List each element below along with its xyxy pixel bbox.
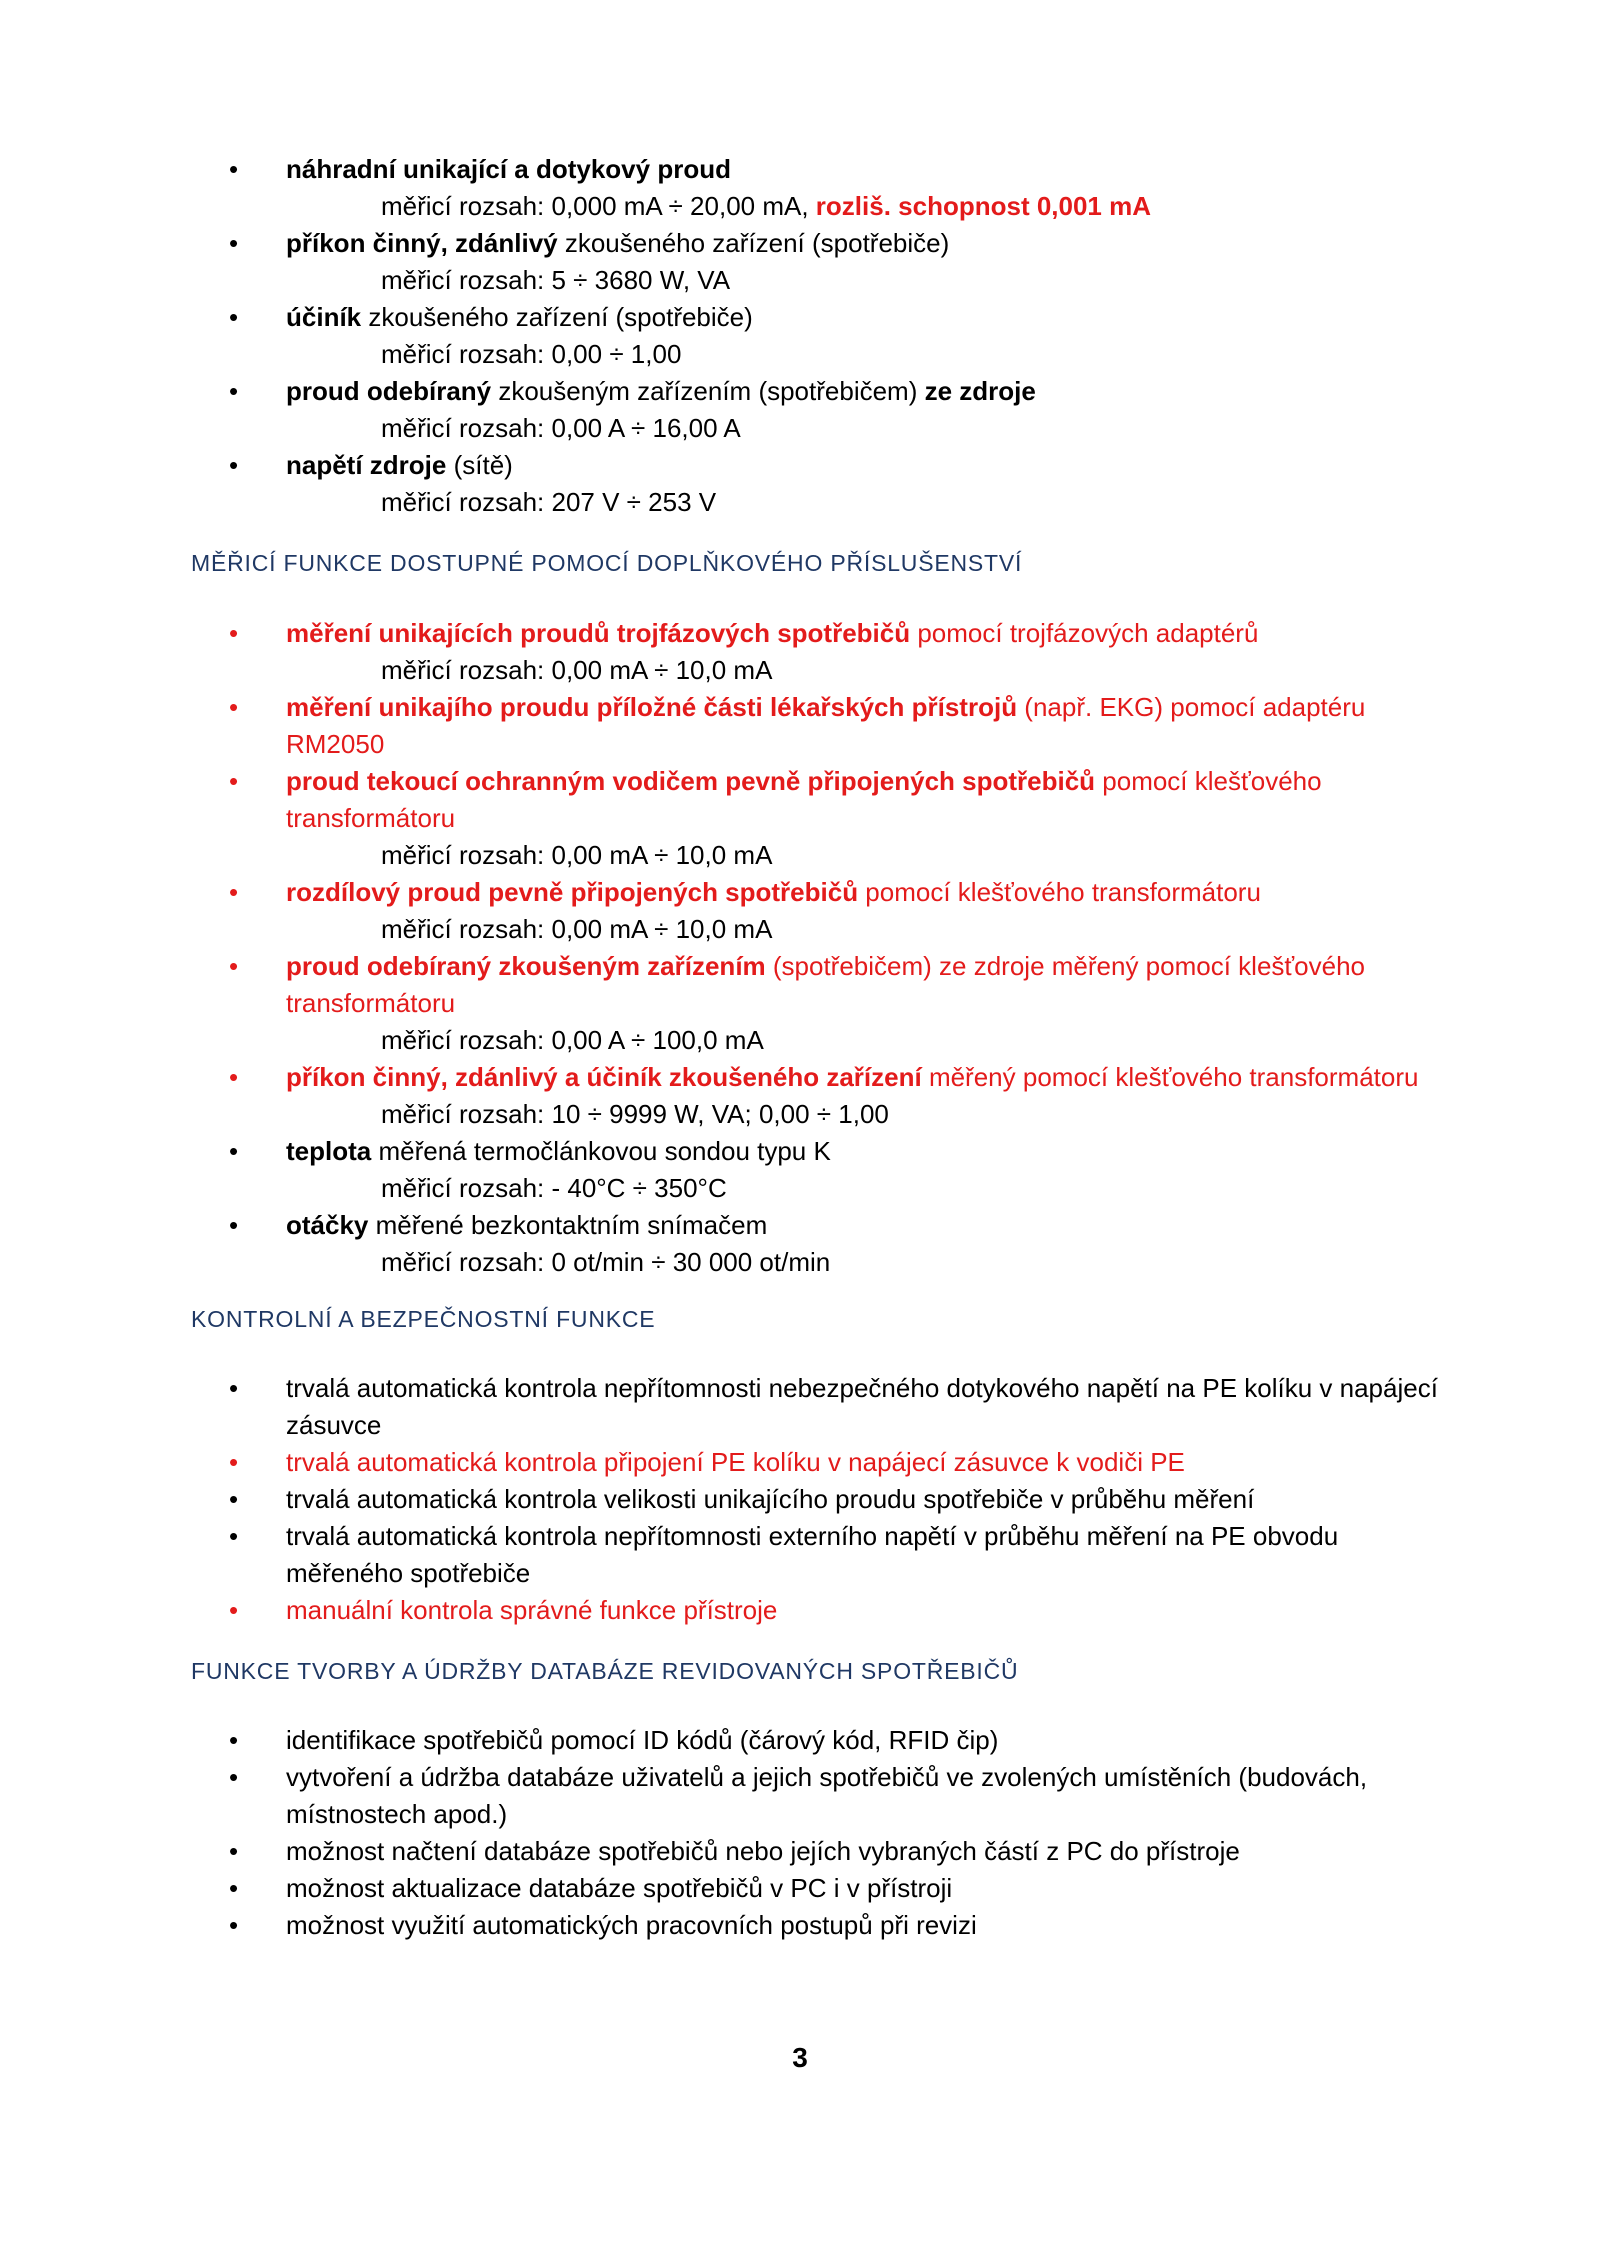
item-title xyxy=(0,447,1600,484)
list-item xyxy=(0,1518,1600,1592)
item-range xyxy=(0,188,1600,225)
text-run: vytvoření a údržba databáze uživatelů a jejich spotřebičů ve zvolených umístěních (budovách, místnostech apod.) xyxy=(286,1762,1368,1829)
list-item xyxy=(0,299,1600,373)
item-title xyxy=(0,1481,1600,1518)
text-run: zkoušeného zařízení (spotřebiče) xyxy=(361,302,753,332)
bold-text: měření unikajího proudu příložné části lékařských přístrojů xyxy=(286,692,1018,722)
bold-text: rozliš. schopnost 0,001 mA xyxy=(815,191,1152,221)
item-title xyxy=(0,1907,1600,1944)
item-range xyxy=(0,652,1600,689)
item-range xyxy=(0,1022,1600,1059)
list-item xyxy=(0,1592,1600,1629)
text-run: identifikace spotřebičů pomocí ID kódů (čárový kód, RFID čip) xyxy=(286,1725,999,1755)
text-run: měřicí rozsah: 10 ÷ 9999 W, VA; 0,00 ÷ 1,00 xyxy=(381,1099,889,1129)
item-title xyxy=(0,1722,1600,1759)
list-item xyxy=(0,373,1600,447)
text-run: měřicí rozsah: 0,00 ÷ 1,00 xyxy=(381,339,682,369)
bold-text: měření unikajících proudů trojfázových spotřebičů xyxy=(286,618,911,648)
item-range xyxy=(0,837,1600,874)
text-run: zkoušeným zařízením (spotřebičem) xyxy=(491,376,925,406)
item-title xyxy=(0,299,1600,336)
text-run: trvalá automatická kontrola nepřítomnosti externího napětí v průběhu měření na PE obvodu měřeného spotřebiče xyxy=(286,1521,1339,1588)
text-run: (sítě) xyxy=(446,450,513,480)
bold-text: náhradní unikající a dotykový proud xyxy=(286,154,731,184)
list-item xyxy=(0,1722,1600,1759)
item-title xyxy=(0,1207,1600,1244)
bold-text: proud odebíraný xyxy=(286,376,492,406)
list-item xyxy=(0,1059,1600,1133)
text-run: měřený pomocí klešťového transformátoru xyxy=(921,1062,1419,1092)
item-title xyxy=(0,874,1600,911)
list-item xyxy=(0,1207,1600,1281)
list-item xyxy=(0,225,1600,299)
item-title xyxy=(0,763,1600,837)
bold-text: napětí zdroje xyxy=(286,450,447,480)
text-run: pomocí trojfázových adaptérů xyxy=(910,618,1259,648)
bold-text: ze zdroje xyxy=(924,376,1036,406)
text-run: měřicí rozsah: 0,00 mA ÷ 10,0 mA xyxy=(381,655,773,685)
item-title xyxy=(0,373,1600,410)
text-run: trvalá automatická kontrola nepřítomnosti nebezpečného dotykového napětí na PE kolíku v napájecí zásuvce xyxy=(286,1373,1438,1440)
text-run: měřicí rozsah: 207 V ÷ 253 V xyxy=(381,487,717,517)
section-heading-safety: KONTROLNÍ A BEZPEČNOSTNÍ FUNKCE xyxy=(191,1306,656,1332)
bold-text: otáčky xyxy=(286,1210,369,1240)
item-range xyxy=(0,410,1600,447)
list-item xyxy=(0,1833,1600,1870)
bold-text: proud tekoucí ochranným vodičem pevně připojených spotřebičů xyxy=(286,766,1096,796)
text-run: trvalá automatická kontrola velikosti unikajícího proudu spotřebiče v průběhu měření xyxy=(286,1484,1255,1514)
item-title xyxy=(0,151,1600,188)
list-item xyxy=(0,615,1600,689)
item-title xyxy=(0,615,1600,652)
list-item xyxy=(0,1444,1600,1481)
item-title xyxy=(0,689,1600,763)
page-number: 3 xyxy=(792,2042,808,2073)
text-run: měřená termočlánkovou sondou typu K xyxy=(371,1136,831,1166)
list-item xyxy=(0,1870,1600,1907)
item-title xyxy=(0,1518,1600,1592)
item-title xyxy=(0,1444,1600,1481)
text-run: možnost využití automatických pracovních postupů při revizi xyxy=(286,1910,977,1940)
item-title xyxy=(0,1370,1600,1444)
list-item xyxy=(0,689,1600,763)
text-run: měřicí rozsah: - 40°C ÷ 350°C xyxy=(381,1173,727,1203)
text-run: zkoušeného zařízení (spotřebiče) xyxy=(557,228,950,258)
text-run: pomocí klešťového transformátoru xyxy=(858,877,1261,907)
text-run: měřicí rozsah: 0,00 A ÷ 16,00 A xyxy=(381,413,741,443)
bold-text: rozdílový proud pevně připojených spotřebičů xyxy=(286,877,859,907)
text-run: měřicí rozsah: 0,00 mA ÷ 10,0 mA xyxy=(381,840,773,870)
item-title xyxy=(0,1833,1600,1870)
list-item xyxy=(0,447,1600,521)
item-range xyxy=(0,484,1600,521)
list-item xyxy=(0,1759,1600,1833)
item-range xyxy=(0,336,1600,373)
text-run: manuální kontrola správné funkce přístroje xyxy=(286,1595,778,1625)
section-heading-accessories: MĚŘICÍ FUNKCE DOSTUPNÉ POMOCÍ DOPLŇKOVÉHO PŘÍSLUŠENSTVÍ xyxy=(191,550,1023,576)
text-run: měřicí rozsah: 5 ÷ 3680 W, VA xyxy=(381,265,731,295)
list-item xyxy=(0,1481,1600,1518)
item-title xyxy=(0,948,1600,1022)
text-run: trvalá automatická kontrola připojení PE kolíku v napájecí zásuvce k vodiči PE xyxy=(286,1447,1185,1477)
item-title xyxy=(0,1759,1600,1833)
item-title xyxy=(0,1059,1600,1096)
list-item xyxy=(0,948,1600,1059)
item-range xyxy=(0,1244,1600,1281)
list-item xyxy=(0,763,1600,874)
item-range xyxy=(0,911,1600,948)
text-run: měřicí rozsah: 0 ot/min ÷ 30 000 ot/min xyxy=(381,1247,831,1277)
text-run: možnost aktualizace databáze spotřebičů v PC i v přístroji xyxy=(286,1873,953,1903)
item-title xyxy=(0,1870,1600,1907)
text-run: měřené bezkontaktním snímačem xyxy=(368,1210,768,1240)
accessory-functions-list xyxy=(0,615,1600,1281)
bold-text: účiník xyxy=(286,302,362,332)
text-run: (např. EKG) pomocí adaptéru RM2050 xyxy=(286,692,1366,759)
item-title xyxy=(0,1133,1600,1170)
safety-functions-list xyxy=(0,1370,1600,1629)
text-run: měřicí rozsah: 0,000 mA ÷ 20,00 mA, xyxy=(381,191,816,221)
list-item xyxy=(0,874,1600,948)
text-run: (spotřebičem) ze zdroje měřený pomocí klešťového transformátoru xyxy=(286,951,1365,1018)
bold-text: příkon činný, zdánlivý xyxy=(286,228,558,258)
text-run: měřicí rozsah: 0,00 mA ÷ 10,0 mA xyxy=(381,914,773,944)
text-run: možnost načtení databáze spotřebičů nebo jejích vybraných částí z PC do přístroje xyxy=(286,1836,1240,1866)
item-title xyxy=(0,1592,1600,1629)
bold-text: příkon činný, zdánlivý a účiník zkoušeného zařízení xyxy=(286,1062,922,1092)
section-heading-database: FUNKCE TVORBY A ÚDRŽBY DATABÁZE REVIDOVANÝCH SPOTŘEBIČŮ xyxy=(191,1658,1019,1684)
measurement-list xyxy=(0,151,1600,521)
text-run: měřicí rozsah: 0,00 A ÷ 100,0 mA xyxy=(381,1025,764,1055)
item-range xyxy=(0,1096,1600,1133)
list-item xyxy=(0,1370,1600,1444)
item-range xyxy=(0,262,1600,299)
list-item xyxy=(0,151,1600,225)
item-range xyxy=(0,1170,1600,1207)
bold-text: teplota xyxy=(286,1136,372,1166)
list-item xyxy=(0,1133,1600,1207)
list-item xyxy=(0,1907,1600,1944)
bold-text: proud odebíraný zkoušeným zařízením xyxy=(286,951,766,981)
database-functions-list xyxy=(0,1722,1600,1944)
item-title xyxy=(0,225,1600,262)
text-run: pomocí klešťového transformátoru xyxy=(286,766,1322,833)
